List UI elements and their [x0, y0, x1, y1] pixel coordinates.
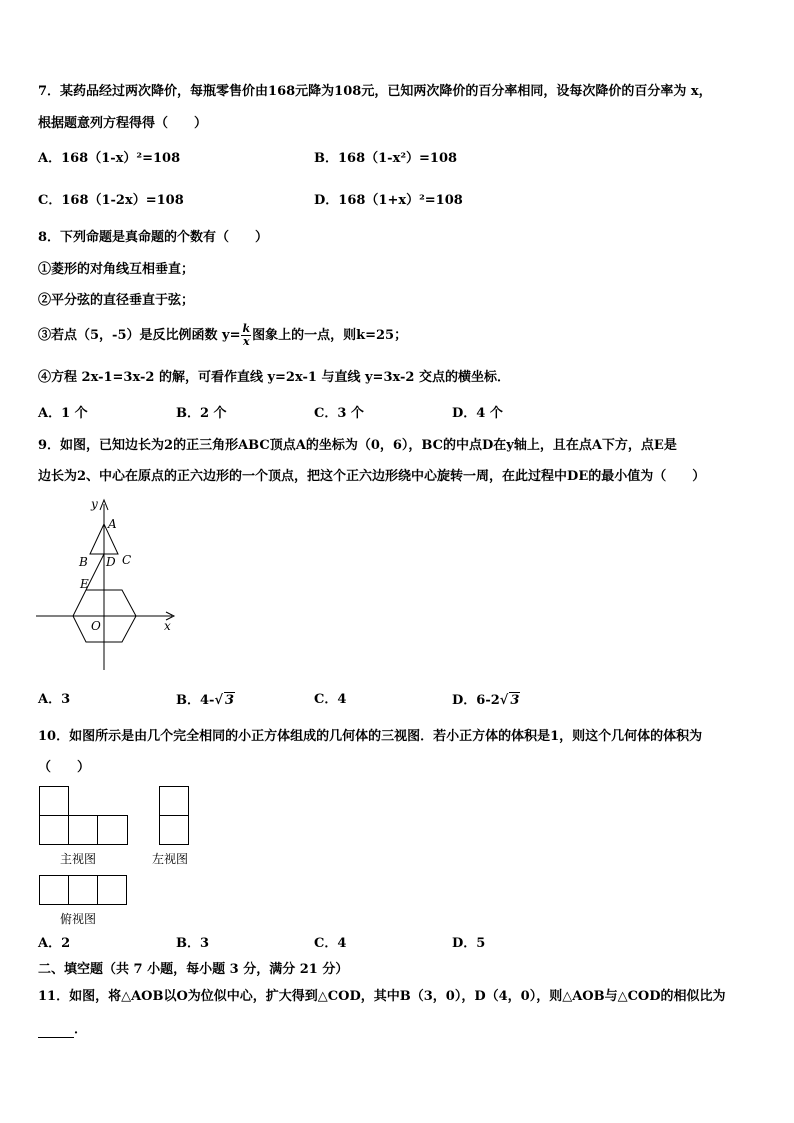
q8-item-2: ②平分弦的直径垂直于弦；	[38, 293, 195, 308]
fraction-numerator: k	[242, 322, 251, 335]
front-view-caption: 主视图	[60, 852, 97, 866]
q7-stem-line2: 根据题意列方程得得（ ）	[38, 116, 208, 131]
q11-tail: ．	[74, 1022, 88, 1037]
q8-item-1: ①菱形的对角线互相垂直；	[38, 262, 195, 277]
label-b: B	[79, 555, 88, 569]
q8-option-b: B．2 个	[176, 406, 227, 421]
left-view-figure	[158, 785, 190, 845]
q7-option-c: C．168（1-2x）=108	[38, 193, 184, 208]
label-d: D	[106, 555, 116, 569]
q9-option-b	[176, 692, 235, 709]
q9-option-c: C．4	[314, 692, 347, 707]
q10-option-a: A．2	[38, 936, 71, 951]
q10-stem-line2: （ ）	[38, 760, 91, 775]
q7-stem-line1: 7．某药品经过两次降价，每瓶零售价由168元降为108元，已知两次降价的百分率相同，设每次降价的百分率为 x，	[38, 84, 712, 99]
left-view-caption: 左视图	[152, 852, 189, 866]
label-y: y	[91, 497, 98, 511]
sqrt-icon: √	[499, 693, 509, 708]
sqrt-icon: √	[214, 693, 223, 708]
q8-item-3-post: 图象上的一点，则k=25；	[252, 328, 408, 343]
q10-option-d: D．5	[452, 936, 486, 951]
q9-option-d-text: D．6-2	[452, 693, 500, 708]
q7-option-b: B．168（1-x²）=108	[314, 151, 458, 166]
top-view-caption: 俯视图	[60, 912, 97, 926]
q8-item-4: ④方程 2x-1=3x-2 的解，可看作直线 y=2x-1 与直线 y=3x-2 交点的横坐标．	[38, 370, 510, 385]
label-o: O	[91, 619, 101, 633]
fraction-k-over-x	[241, 323, 251, 348]
q9-option-d	[452, 692, 520, 709]
q9-option-b-radicand: 3	[224, 693, 235, 708]
fraction-denominator: x	[243, 335, 250, 348]
label-x: x	[164, 619, 171, 633]
q9-option-a: A．3	[38, 692, 71, 707]
q10-option-c: C．4	[314, 936, 347, 951]
label-a: A	[108, 517, 117, 531]
label-e: E	[80, 577, 89, 591]
answer-blank[interactable]	[38, 1025, 74, 1038]
front-view-figure	[38, 785, 130, 845]
q9-option-b-text: B．4-	[176, 693, 215, 708]
top-view-figure	[38, 874, 128, 906]
q8-stem: 8．下列命题是真命题的个数有（ ）	[38, 230, 269, 245]
q9-stem-line2: 边长为2、中心在原点的正六边形的一个顶点，把这个正六边形绕中心旋转一周，在此过程中DE的最小值为（ ）	[38, 469, 706, 484]
q11-stem-line1: 11．如图，将△AOB以O为位似中心，扩大得到△COD，其中B（3，0），D（4，0），则△AOB与△COD的相似比为	[38, 989, 726, 1004]
q10-option-b: B．3	[176, 936, 210, 951]
q11-stem-line2	[38, 1022, 87, 1038]
q9-coordinate-figure	[36, 494, 186, 672]
q8-item-3	[38, 321, 407, 351]
q8-option-a: A．1 个	[38, 406, 88, 421]
q9-option-d-radicand: 3	[510, 693, 520, 708]
q8-item-3-pre: ③若点（5，-5）是反比例函数 y=	[38, 328, 241, 343]
label-c: C	[122, 553, 132, 567]
q7-option-d: D．168（1+x）²=108	[314, 193, 463, 208]
q10-stem-line1: 10．如图所示是由几个完全相同的小正方体组成的几何体的三视图．若小正方体的体积是1，则这个几何体的体积为	[38, 729, 703, 744]
q8-option-d: D．4 个	[452, 406, 503, 421]
q9-stem-line1: 9．如图，已知边长为2的正三角形ABC顶点A的坐标为（0，6），BC的中点D在y轴上，且在点A下方，点E是	[38, 438, 677, 453]
section-heading: 二、填空题（共 7 小题，每小题 3 分，满分 21 分）	[38, 962, 349, 977]
q7-option-a: A．168（1-x）²=108	[38, 151, 181, 166]
q8-option-c: C．3 个	[314, 406, 364, 421]
